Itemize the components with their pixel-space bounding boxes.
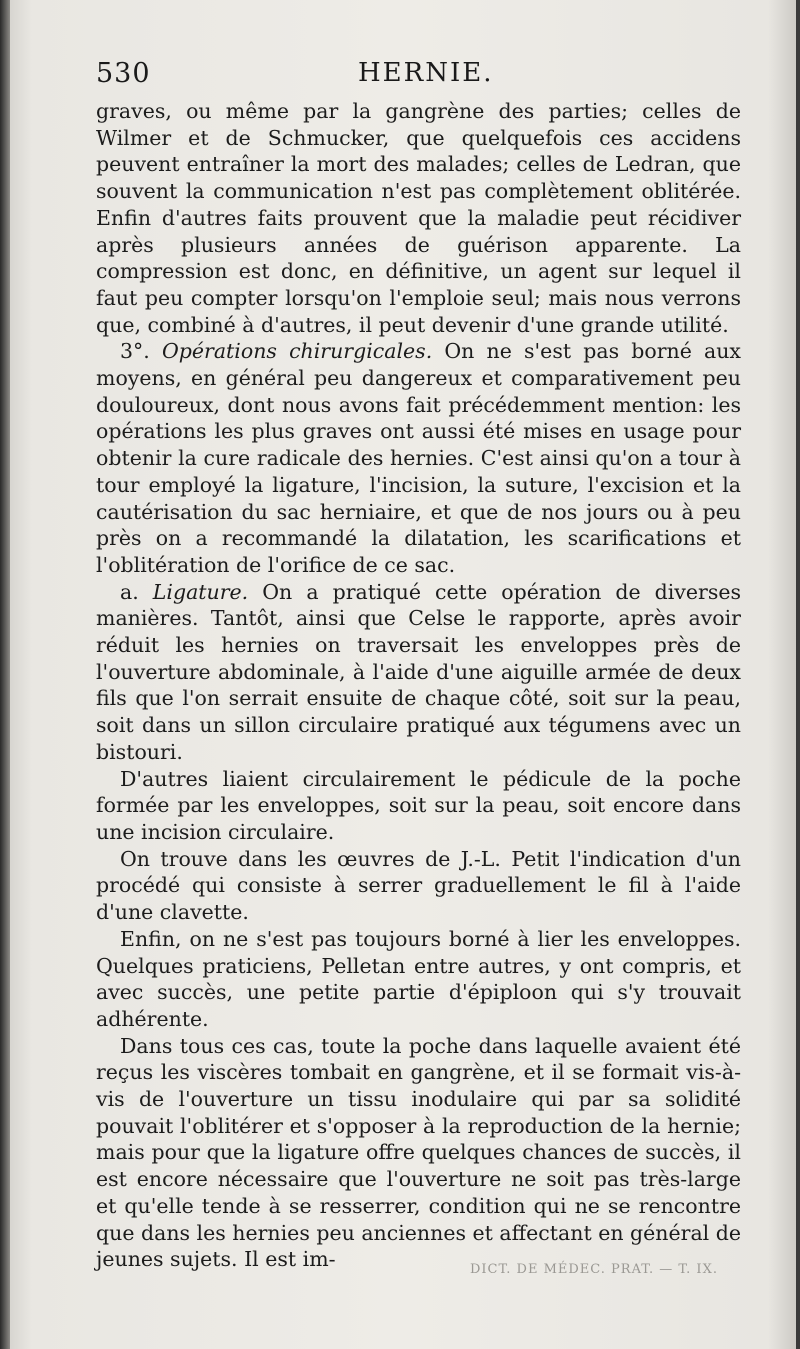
- show-through-footer: DICT. DE MÉDEC. PRAT. — T. IX.: [470, 1262, 718, 1277]
- paragraph: [96, 926, 741, 1033]
- paragraph: [96, 846, 741, 926]
- text-run: On trouve dans les œuvres de J.-L. Petit l'indication d'un procédé qui consiste à serrer graduellement le fil à l'aide d'une clavette.: [96, 846, 741, 925]
- text-run: a.: [120, 579, 153, 604]
- page-number: 530: [96, 58, 151, 89]
- text-run: D'autres liaient circulairement le pédicule de la poche formée par les enveloppes, soit sur la peau, soit encore dans une incision circulaire.: [96, 766, 741, 844]
- text-run: 3°.: [120, 339, 162, 364]
- text-run: Dans tous ces cas, toute la poche dans laquelle avaient été reçus les viscères tombait en gangrène, et il se formait vis-à-vis de l'ouverture un tissu inodulaire qui par sa solidité pouvait l'oblitérer et s'opposer à la reproduction de la hernie; mais pour que la ligature offre quelques chances de succès, il est encore nécessaire que l'ouverture ne soit pas très-large et qu'elle tende à se resserrer, condition qui ne se rencontre que dans les hernies peu anciennes et affectant en général de jeunes sujets. Il est im-: [96, 1033, 741, 1272]
- page-binding-shadow: [0, 0, 10, 1349]
- page-header: [96, 58, 746, 98]
- paragraph: [96, 1033, 741, 1273]
- text-run: Enfin, on ne s'est pas toujours borné à lier les enveloppes. Quelques praticiens, Pelletan entre autres, y ont compris, et avec succès, une petite partie d'épiploon qui s'y trouvait adhérente.: [96, 926, 741, 1031]
- text-run: On ne s'est pas borné aux moyens, en général peu dangereux et comparativement peu douloureux, dont nous avons fait précédemment mention: les opérations les plus graves ont aussi été mises en usage pour obtenir la cure radicale des hernies. C'est ainsi qu'on a tour à tour employé la ligature, l'incision, la suture, l'excision et la cautérisation du sac herniaire, et que de nos jours ou à peu près on a recommandé la dilatation, les scarifications et l'oblitération de l'orifice de ce sac.: [96, 339, 741, 577]
- paragraph: [96, 98, 741, 338]
- running-head: HERNIE.: [358, 58, 494, 88]
- page-edge-shadow: [796, 0, 800, 1349]
- paragraph: [96, 766, 741, 846]
- paragraph: [96, 579, 741, 766]
- text-run: graves, ou même par la gangrène des parties; celles de Wilmer et de Schmucker, que quelquefois ces accidens peuvent entraîner la mort des malades; celles de Ledran, que souvent la communication n'est pas complètement oblitérée. Enfin d'autres faits prouvent que la maladie peut récidiver après plusieurs années de guérison apparente. La compression est donc, en définitive, un agent sur lequel il faut peu compter lorsqu'on l'emploie seul; mais nous verrons que, combiné à d'autres, il peut devenir d'une grande utilité.: [96, 99, 741, 337]
- section-heading-italic: Opérations chirurgicales.: [161, 339, 433, 364]
- text-run: On a pratiqué cette opération de diverses manières. Tantôt, ainsi que Celse le rapporte, après avoir réduit les hernies on traversait les enveloppes près de l'ouverture abdominale, à l'aide d'une aiguille armée de deux fils que l'on serrait ensuite de chaque côté, soit sur la peau, soit dans un sillon circulaire pratiqué aux tégumens avec un bistouri.: [96, 579, 741, 764]
- section-heading-italic: Ligature.: [152, 579, 249, 604]
- body-text: [96, 98, 741, 1273]
- paragraph: [96, 338, 741, 578]
